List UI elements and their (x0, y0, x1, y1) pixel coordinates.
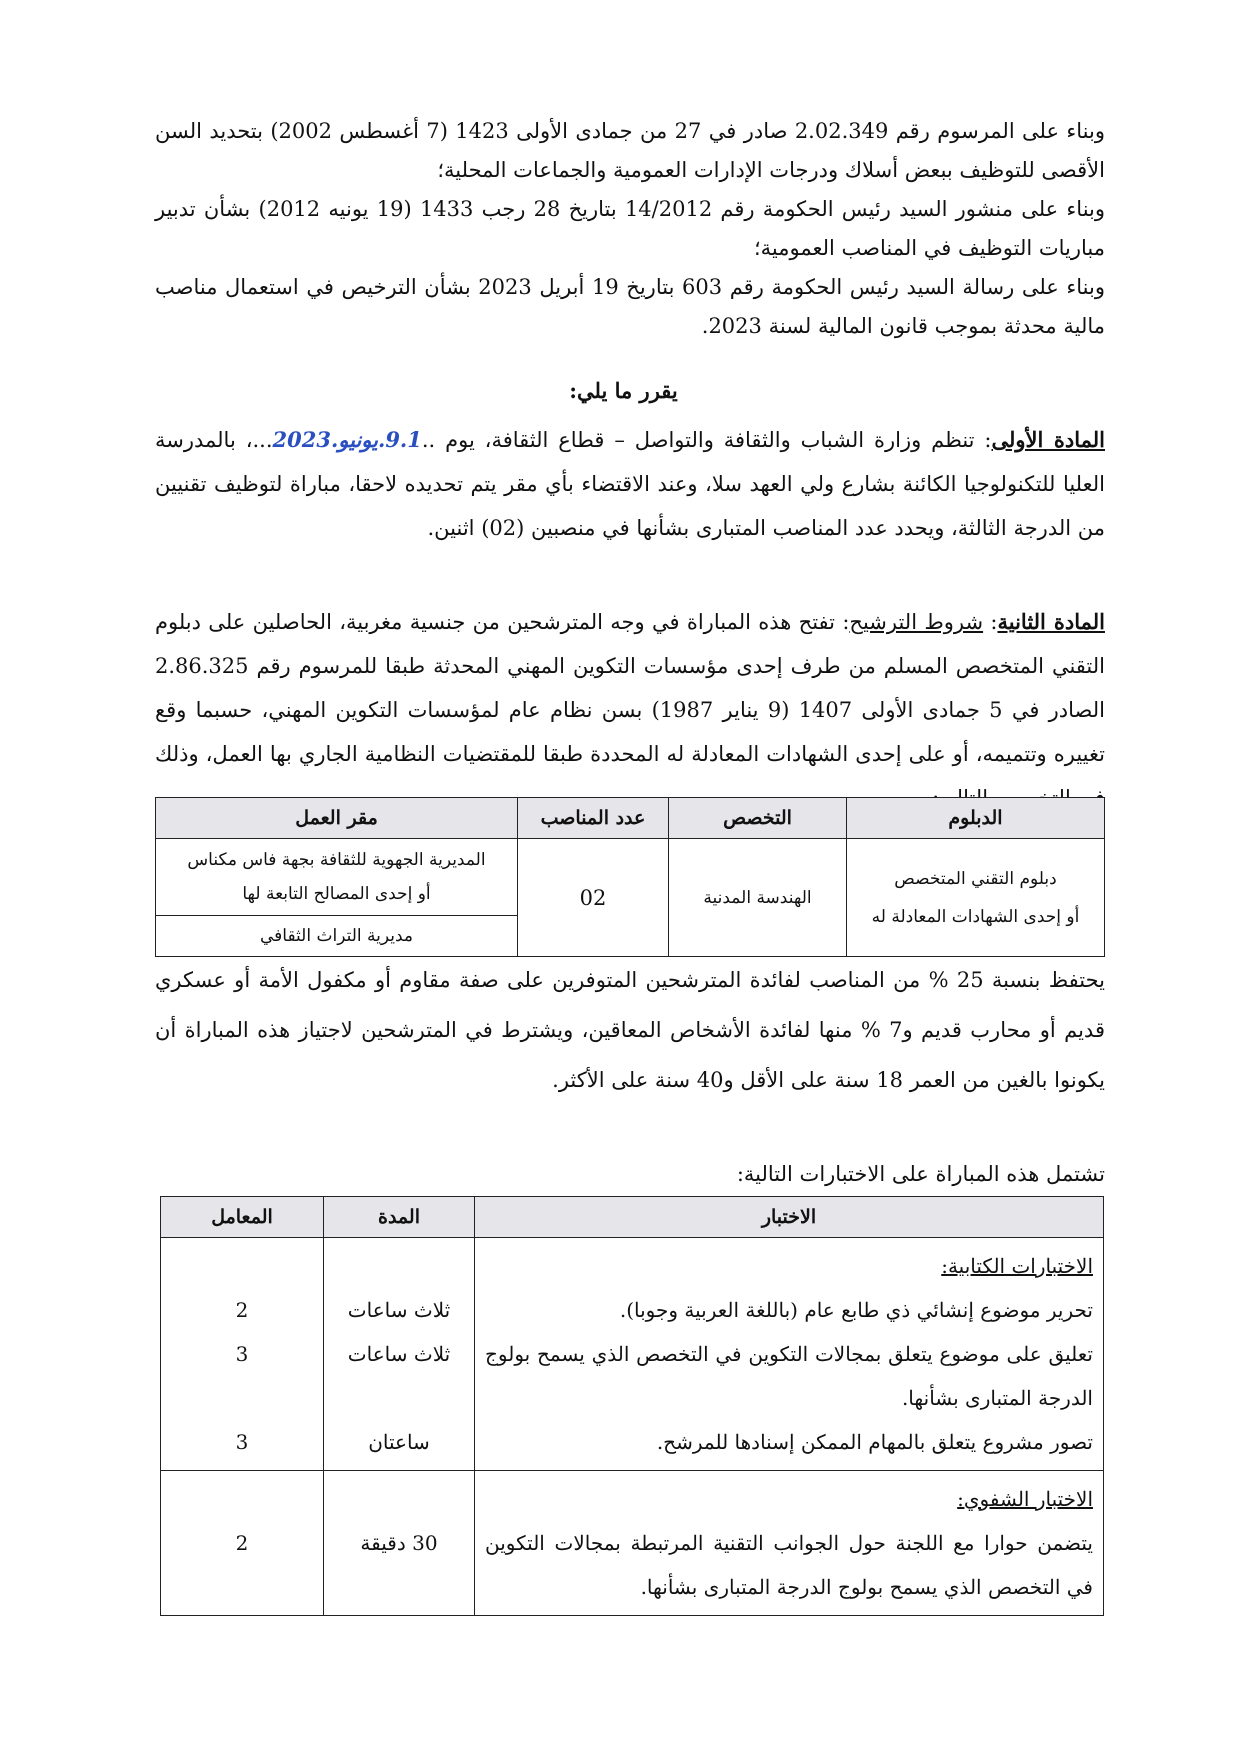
header-workplace: مقر العمل (156, 798, 518, 839)
duration-3: ساعتان (368, 1430, 430, 1454)
written-tests-cell (475, 1238, 1104, 1471)
article-1-label: المادة الأولى (991, 427, 1106, 452)
oral-test-row (161, 1471, 1104, 1616)
coefficient-1: 2 (235, 1298, 249, 1322)
header-test: الاختبار (475, 1197, 1104, 1238)
diploma-line-2: أو إحدى الشهادات المعادلة له (871, 906, 1080, 927)
article-2-colon: : (983, 610, 998, 634)
written-durations-cell (324, 1238, 475, 1471)
preamble-paragraph-3: وبناء على رسالة السيد رئيس الحكومة رقم 603 بتاريخ 19 أبريل 2023 بشأن الترخيص في استعمال مناصب مالية محدثة بموجب قانون المالية لسنة 2023. (155, 275, 1105, 338)
tests-table (160, 1196, 1104, 1616)
oral-test-text: يتضمن حوارا مع اللجنة حول الجوانب التقنية المرتبطة بمجالات التكوين في التخصص الذي يسمح بولوج الدرجة المتبارى بشأنها. (485, 1531, 1093, 1599)
header-count: عدد المناصب (518, 798, 669, 839)
cell-workplace-2: مديرية التراث الثقافي (156, 916, 518, 957)
header-diploma: الدبلوم (847, 798, 1105, 839)
preamble-paragraph-1: وبناء على المرسوم رقم 2.02.349 صادر في 27 من جمادى الأولى 1423 (7 أغسطس 2002) بتحديد السن الأقصى للتوظيف ببعض أسلاك ودرجات الإدارات العمومية والجماعات المحلية؛ (155, 119, 1105, 182)
diploma-line-1: دبلوم التقني المتخصص (894, 868, 1057, 889)
article-2-text: : تفتح هذه المباراة في وجه المترشحين من جنسية مغربية، الحاصلين على دبلوم التقني المتخصص المسلم من طرف إحدى مؤسسات التكوين المهني المحدثة طبقا للمرسوم رقم 2.86.325 الصادر في 5 جمادى الأولى 1407 (9 يناير 1987) بسن نظام عام لمؤسسات التكوين المهني، حسبما وقع تغييره وتتميمه، أو على إحدى الشهادات المعادلة له المحددة طبقا للمقتضيات النظامية الجاري بها العمل، وذلك (155, 610, 1105, 766)
written-test-1: تحرير موضوع إنشائي ذي طابع عام (باللغة العربية وجوبا). (619, 1298, 1093, 1322)
quota-paragraph (155, 955, 1105, 1105)
workplace-1-line-2: أو إحدى المصالح التابعة لها (242, 884, 431, 904)
positions-table-header (156, 798, 1105, 839)
positions-table (155, 797, 1105, 957)
oral-test-label: الاختبار الشفوي: (957, 1487, 1093, 1511)
oral-test-cell (475, 1471, 1104, 1616)
quota-text: يحتفظ بنسبة 25 % من المناصب لفائدة المترشحين المتوفرين على صفة مقاوم أو مكفول الأمة أو عسكري قديم أو محارب قديم و7 % منها لفائدة الأشخاص المعاقين، ويشترط في المترشحين لاجتياز هذه المباراة أن يكونوا بالغين من العمر 18 سنة على الأقل و40 سنة على الأكثر. (155, 968, 1105, 1092)
duration-2: ثلاث ساعات (347, 1342, 451, 1366)
tests-table-header (161, 1197, 1104, 1238)
written-test-2: تعليق على موضوع يتعلق بمجالات التكوين في التخصص الذي يسمح بولوج الدرجة المتبارى بشأنها. (485, 1342, 1093, 1410)
header-duration: المدة (324, 1197, 475, 1238)
article-2-sub-label: شروط الترشيح (849, 610, 984, 634)
header-coefficient: المعامل (161, 1197, 324, 1238)
preamble (155, 112, 1105, 346)
tests-intro-text: تشتمل هذه المباراة على الاختبارات التالية: (736, 1162, 1105, 1186)
oral-coefficient-cell: 2 (161, 1471, 324, 1616)
article-2-label: المادة الثانية (997, 609, 1105, 634)
coefficient-3: 3 (235, 1430, 249, 1454)
article-2 (155, 600, 1105, 820)
written-tests-label: الاختبارات الكتابية: (941, 1254, 1093, 1278)
tests-intro (155, 1155, 1105, 1194)
cell-workplace-1 (156, 839, 518, 916)
article-1-text-start: : تنظم وزارة الشباب والثقافة والتواصل – قطاع الثقافة، يوم .. (421, 428, 992, 452)
cell-count: 02 (518, 839, 669, 957)
oral-duration-cell: 30 دقيقة (324, 1471, 475, 1616)
written-coefficients-cell (161, 1238, 324, 1471)
duration-1: ثلاث ساعات (347, 1298, 451, 1322)
handwritten-date: 9.1.يونيو.2023 (272, 427, 422, 452)
cell-diploma (847, 839, 1105, 957)
coefficient-2: 3 (235, 1342, 249, 1366)
preamble-paragraph-2: وبناء على منشور السيد رئيس الحكومة رقم 14/2012 بتاريخ 28 رجب 1433 (19 يونيه 2012) بشأن تدبير مباريات التوظيف في المناصب العمومية؛ (155, 197, 1106, 260)
cell-specialty: الهندسة المدنية (669, 839, 847, 957)
decision-title: يقرر ما يلي: (569, 378, 678, 403)
workplace-1-line-1: المديرية الجهوية للثقافة بجهة فاس مكناس (187, 850, 486, 870)
positions-table-row (156, 839, 1105, 916)
article-1-text-end: ...، بالمدرسة العليا للتكنولوجيا الكائنة بشارع ولي العهد سلا، وعند الاقتضاء بأي مقر يتم تحديده لاحقا، مباراة لتوظيف تقنيين من الدرجة الثالثة، ويحدد عدد المناصب المتبارى بشأنها في منصبين (02) اثنين. (155, 428, 1105, 540)
article-1 (155, 418, 1105, 550)
written-tests-row (161, 1238, 1104, 1471)
written-test-3: تصور مشروع يتعلق بالمهام الممكن إسنادها للمرشح. (656, 1430, 1093, 1454)
header-specialty: التخصص (669, 798, 847, 839)
